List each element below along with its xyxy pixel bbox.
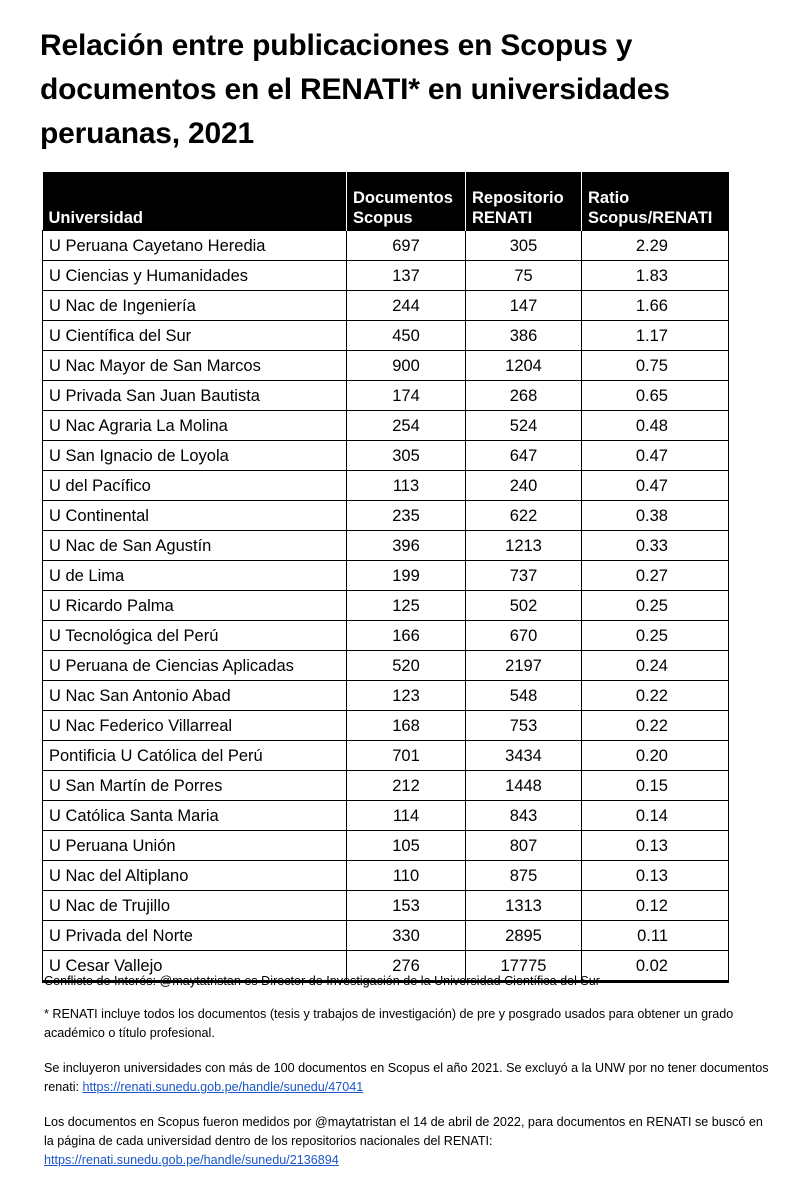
cell-universidad: U Científica del Sur (43, 321, 347, 351)
cell-ratio: 0.22 (582, 681, 729, 711)
cell-universidad: U San Martín de Porres (43, 771, 347, 801)
cell-documentos-scopus: 235 (347, 501, 466, 531)
cell-documentos-scopus: 212 (347, 771, 466, 801)
cell-documentos-scopus: 113 (347, 471, 466, 501)
cell-ratio: 2.29 (582, 231, 729, 261)
cell-ratio: 0.33 (582, 531, 729, 561)
cell-universidad: U Ciencias y Humanidades (43, 261, 347, 291)
table-row (43, 411, 729, 441)
data-table (42, 172, 729, 983)
cell-universidad: U Peruana de Ciencias Aplicadas (43, 651, 347, 681)
table-row (43, 471, 729, 501)
page-title: Relación entre publicaciones en Scopus y documentos en el RENATI* en universidades peruanas, 2021 (40, 29, 670, 150)
table-row (43, 921, 729, 951)
inclusion-note: Se incluyeron universidades con más de 100 documentos en Scopus el año 2021. Se excluyó a la UNW por no tener documentos renati: https://renati.sunedu.gob.pe/handle/sunedu/47041 (44, 1061, 769, 1094)
table-row (43, 681, 729, 711)
cell-repositorio-renati: 1204 (466, 351, 582, 381)
header-repositorio-renati: Repositorio RENATI (466, 172, 582, 231)
conflict-note: Conflicto de Interés: @maytatristan es Director de Investigación de la Universidad Científica del Sur (44, 974, 600, 988)
cell-universidad: U Peruana Cayetano Heredia (43, 231, 347, 261)
cell-repositorio-renati: 147 (466, 291, 582, 321)
cell-repositorio-renati: 875 (466, 861, 582, 891)
cell-documentos-scopus: 697 (347, 231, 466, 261)
footnotes (44, 972, 774, 1186)
cell-universidad: U Continental (43, 501, 347, 531)
inclusion-link[interactable]: https://renati.sunedu.gob.pe/handle/sunedu/47041 (82, 1080, 364, 1094)
cell-universidad: U Nac Mayor de San Marcos (43, 351, 347, 381)
cell-universidad: U Tecnológica del Perú (43, 621, 347, 651)
table-row (43, 291, 729, 321)
table-row (43, 771, 729, 801)
header-ratio: Ratio Scopus/RENATI (582, 172, 729, 231)
cell-universidad: U Católica Santa Maria (43, 801, 347, 831)
table-row (43, 801, 729, 831)
cell-universidad: U Privada San Juan Bautista (43, 381, 347, 411)
cell-universidad: U Nac de San Agustín (43, 531, 347, 561)
cell-universidad: Pontificia U Católica del Perú (43, 741, 347, 771)
cell-ratio: 0.27 (582, 561, 729, 591)
cell-repositorio-renati: 17775 (466, 951, 582, 982)
table-row (43, 351, 729, 381)
cell-repositorio-renati: 268 (466, 381, 582, 411)
cell-repositorio-renati: 737 (466, 561, 582, 591)
cell-repositorio-renati: 240 (466, 471, 582, 501)
cell-documentos-scopus: 137 (347, 261, 466, 291)
cell-universidad: U Cesar Vallejo (43, 951, 347, 982)
cell-ratio: 1.66 (582, 291, 729, 321)
table-row (43, 651, 729, 681)
cell-ratio: 0.02 (582, 951, 729, 982)
cell-ratio: 0.22 (582, 711, 729, 741)
table-row (43, 501, 729, 531)
table-row (43, 561, 729, 591)
cell-documentos-scopus: 125 (347, 591, 466, 621)
cell-repositorio-renati: 305 (466, 231, 582, 261)
cell-repositorio-renati: 1213 (466, 531, 582, 561)
cell-universidad: U Peruana Unión (43, 831, 347, 861)
method-link[interactable]: https://renati.sunedu.gob.pe/handle/sunedu/2136894 (44, 1153, 339, 1167)
table-row (43, 531, 729, 561)
cell-universidad: U Nac Agraria La Molina (43, 411, 347, 441)
cell-repositorio-renati: 2895 (466, 921, 582, 951)
renati-definition-note: * RENATI incluye todos los documentos (tesis y trabajos de investigación) de pre y posgrado usados para obtener un grado académico o título profesional. (44, 1007, 734, 1040)
cell-documentos-scopus: 110 (347, 861, 466, 891)
cell-documentos-scopus: 199 (347, 561, 466, 591)
cell-documentos-scopus: 244 (347, 291, 466, 321)
cell-universidad: U Nac de Ingeniería (43, 291, 347, 321)
table-row (43, 321, 729, 351)
cell-documentos-scopus: 168 (347, 711, 466, 741)
cell-ratio: 0.24 (582, 651, 729, 681)
table-row (43, 741, 729, 771)
cell-repositorio-renati: 386 (466, 321, 582, 351)
cell-ratio: 0.25 (582, 621, 729, 651)
cell-documentos-scopus: 900 (347, 351, 466, 381)
cell-repositorio-renati: 2197 (466, 651, 582, 681)
cell-repositorio-renati: 1313 (466, 891, 582, 921)
cell-universidad: U Nac San Antonio Abad (43, 681, 347, 711)
cell-universidad: U Ricardo Palma (43, 591, 347, 621)
cell-ratio: 0.20 (582, 741, 729, 771)
cell-repositorio-renati: 807 (466, 831, 582, 861)
cell-documentos-scopus: 254 (347, 411, 466, 441)
cell-documentos-scopus: 396 (347, 531, 466, 561)
cell-documentos-scopus: 276 (347, 951, 466, 982)
table-row (43, 831, 729, 861)
table-body (43, 231, 729, 982)
cell-ratio: 0.25 (582, 591, 729, 621)
cell-ratio: 0.11 (582, 921, 729, 951)
cell-ratio: 0.75 (582, 351, 729, 381)
cell-repositorio-renati: 548 (466, 681, 582, 711)
table-row (43, 711, 729, 741)
cell-repositorio-renati: 75 (466, 261, 582, 291)
cell-ratio: 0.47 (582, 441, 729, 471)
cell-documentos-scopus: 330 (347, 921, 466, 951)
cell-universidad: U San Ignacio de Loyola (43, 441, 347, 471)
cell-repositorio-renati: 3434 (466, 741, 582, 771)
table-row (43, 591, 729, 621)
cell-repositorio-renati: 524 (466, 411, 582, 441)
cell-repositorio-renati: 753 (466, 711, 582, 741)
cell-documentos-scopus: 450 (347, 321, 466, 351)
cell-documentos-scopus: 520 (347, 651, 466, 681)
table-header-row (43, 172, 729, 231)
table-row (43, 861, 729, 891)
header-documentos-scopus: Documentos Scopus (347, 172, 466, 231)
cell-documentos-scopus: 153 (347, 891, 466, 921)
table-row (43, 381, 729, 411)
cell-universidad: U Nac de Trujillo (43, 891, 347, 921)
cell-documentos-scopus: 701 (347, 741, 466, 771)
cell-ratio: 0.48 (582, 411, 729, 441)
cell-repositorio-renati: 843 (466, 801, 582, 831)
cell-documentos-scopus: 166 (347, 621, 466, 651)
cell-ratio: 0.12 (582, 891, 729, 921)
method-note: Los documentos en Scopus fueron medidos por @maytatristan el 14 de abril de 2022, para documentos en RENATI se buscó en la página de cada universidad dentro de los repositorios nacionales del RENATI: https://renati.sunedu.gob.pe/handle/sunedu/2136894 (44, 1115, 763, 1167)
cell-ratio: 0.13 (582, 831, 729, 861)
table-row (43, 231, 729, 261)
table-row (43, 621, 729, 651)
cell-ratio: 0.47 (582, 471, 729, 501)
cell-ratio: 0.15 (582, 771, 729, 801)
header-universidad: Universidad (43, 172, 347, 231)
table-row (43, 441, 729, 471)
cell-ratio: 0.65 (582, 381, 729, 411)
cell-documentos-scopus: 174 (347, 381, 466, 411)
cell-documentos-scopus: 305 (347, 441, 466, 471)
cell-repositorio-renati: 670 (466, 621, 582, 651)
cell-ratio: 0.38 (582, 501, 729, 531)
cell-ratio: 1.83 (582, 261, 729, 291)
cell-universidad: U del Pacífico (43, 471, 347, 501)
cell-ratio: 1.17 (582, 321, 729, 351)
cell-documentos-scopus: 105 (347, 831, 466, 861)
cell-repositorio-renati: 622 (466, 501, 582, 531)
cell-universidad: U de Lima (43, 561, 347, 591)
cell-documentos-scopus: 114 (347, 801, 466, 831)
cell-repositorio-renati: 1448 (466, 771, 582, 801)
cell-documentos-scopus: 123 (347, 681, 466, 711)
cell-universidad: U Nac del Altiplano (43, 861, 347, 891)
cell-repositorio-renati: 502 (466, 591, 582, 621)
table-row (43, 261, 729, 291)
cell-universidad: U Nac Federico Villarreal (43, 711, 347, 741)
cell-universidad: U Privada del Norte (43, 921, 347, 951)
cell-ratio: 0.14 (582, 801, 729, 831)
cell-ratio: 0.13 (582, 861, 729, 891)
cell-repositorio-renati: 647 (466, 441, 582, 471)
table-row (43, 891, 729, 921)
